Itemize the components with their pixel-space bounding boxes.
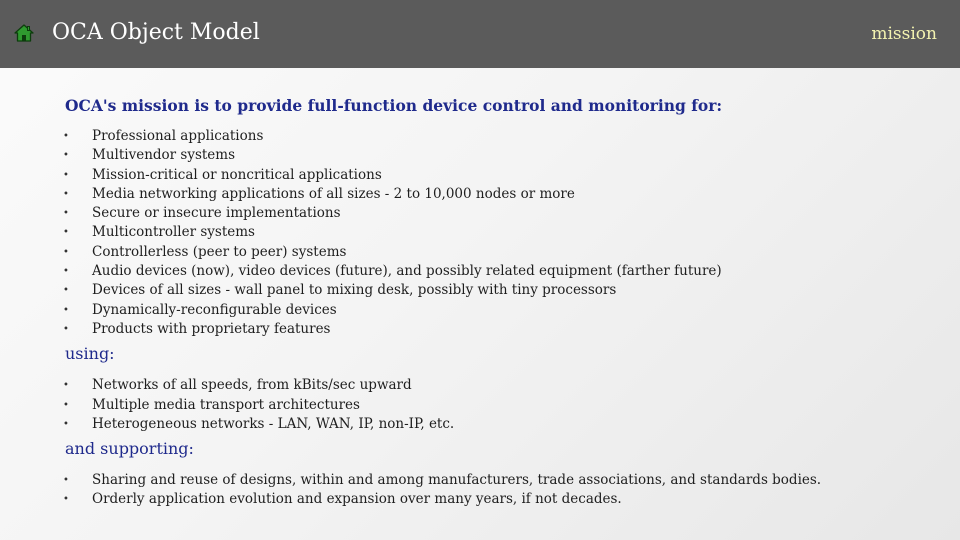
slide-header xyxy=(0,0,960,68)
slide-content xyxy=(65,96,945,510)
list-item: • Media networking applications of all sizes - 2 to 10,000 nodes or more xyxy=(65,185,945,204)
list-item: • Secure or insecure implementations xyxy=(65,204,945,223)
list-item: • Audio devices (now), video devices (future), and possibly related equipment (farther future) xyxy=(65,262,945,281)
mission-heading: OCA's mission is to provide full-function device control and monitoring for: xyxy=(65,96,723,115)
list-item: • Sharing and reuse of designs, within and among manufacturers, trade associations, and standards bodies. xyxy=(65,471,945,490)
list-item: • Networks of all speeds, from kBits/sec upward xyxy=(65,376,945,395)
list-item: • Dynamically-reconfigurable devices xyxy=(65,301,945,320)
using-list xyxy=(65,376,945,434)
list-item: • Orderly application evolution and expansion over many years, if not decades. xyxy=(65,490,945,509)
list-item: • Multicontroller systems xyxy=(65,223,945,242)
list-item: • Professional applications xyxy=(65,127,945,146)
home-icon[interactable] xyxy=(14,24,34,42)
mission-for-list xyxy=(65,127,945,339)
using-heading: using: xyxy=(65,344,115,364)
section-tag: mission xyxy=(871,24,937,44)
supporting-heading: and supporting: xyxy=(65,439,194,459)
list-item: • Multiple media transport architectures xyxy=(65,396,945,415)
list-item: • Mission-critical or noncritical applications xyxy=(65,166,945,185)
list-item: • Controllerless (peer to peer) systems xyxy=(65,243,945,262)
supporting-list xyxy=(65,471,945,510)
page-title: OCA Object Model xyxy=(52,20,260,45)
list-item: • Multivendor systems xyxy=(65,146,945,165)
list-item: • Devices of all sizes - wall panel to mixing desk, possibly with tiny processors xyxy=(65,281,945,300)
list-item: • Products with proprietary features xyxy=(65,320,945,339)
list-item: • Heterogeneous networks - LAN, WAN, IP, non-IP, etc. xyxy=(65,415,945,434)
